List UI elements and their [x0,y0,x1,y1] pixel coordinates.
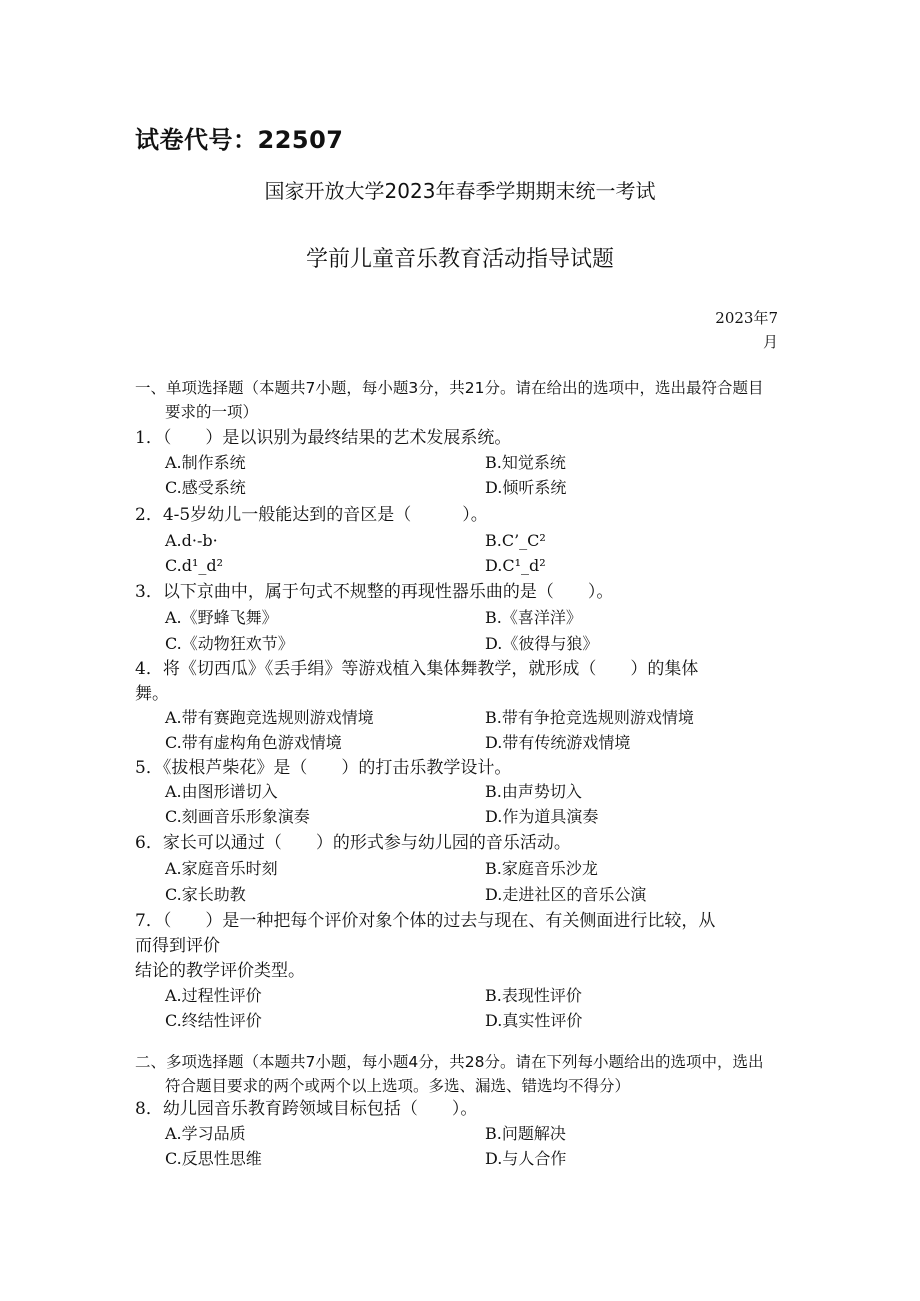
option-c[interactable]: C.《动物狂欢节》 [165,634,294,653]
option-c[interactable]: C.d¹_d² [165,556,224,575]
option-a[interactable]: A.家庭音乐时刻 [165,859,278,878]
section-heading-single-choice [135,376,785,424]
option-d[interactable]: D.真实性评价 [485,1011,583,1030]
question-stem-continuation: 结论的教学评价类型。 [135,961,305,981]
option-a[interactable]: A.学习品质 [165,1124,246,1143]
option-a[interactable]: A.《野蜂飞舞》 [165,608,278,627]
exam-date-line2: 月 [762,333,778,351]
option-a[interactable]: A.过程性评价 [165,986,262,1005]
section-heading-line: 一、单项选择题（本题共7小题，每小题3分，共21分。请在给出的选项中，选出最符合题目 [135,379,764,397]
option-c[interactable]: C.感受系统 [165,478,246,497]
exam-date-line1: 2023年7 [715,309,778,327]
option-b[interactable]: B.知觉系统 [485,453,566,472]
question-stem: 5．《拔根芦柴花》是（ ）的打击乐教学设计。 [135,758,512,778]
option-b[interactable]: B.《喜洋洋》 [485,608,582,627]
section-heading-line: 二、多项选择题（本题共7小题，每小题4分，共28分。请在下列每小题给出的选项中，选出 [135,1053,764,1071]
section-heading-line: 符合题目要求的两个或两个以上选项。多选、漏选、错选均不得分） [165,1077,631,1095]
paper-code: 试卷代号：22507 [135,126,344,154]
question-stem: 4．将《切西瓜》《丢手绢》等游戏植入集体舞教学，就形成（ ）的集体 [135,659,699,679]
option-a[interactable]: A.d·-b· [165,531,218,550]
option-d[interactable]: D.带有传统游戏情境 [485,733,631,752]
option-c[interactable]: C.家长助教 [165,885,246,904]
option-c[interactable]: C.反思性思维 [165,1149,262,1168]
question-stem: 3．以下京曲中，属于句式不规整的再现性器乐曲的是（ ）。 [135,582,614,602]
option-b[interactable]: B.由声势切入 [485,782,582,801]
exam-name: 国家开放大学2023年春季学期期末统一考试 [264,179,656,203]
option-a[interactable]: A.制作系统 [165,453,246,472]
option-b[interactable]: B.问题解决 [485,1124,566,1143]
option-d[interactable]: D.C¹_d² [485,556,546,575]
option-b[interactable]: B.家庭音乐沙龙 [485,859,598,878]
section-heading-line: 要求的一项） [165,403,259,421]
question-stem: 7．（ ）是一种把每个评价对象个体的过去与现在、有关侧面进行比较，从 [135,911,716,931]
option-c[interactable]: C.带有虚构角色游戏情境 [165,733,342,752]
option-b[interactable]: B.C’_C² [485,531,546,550]
option-c[interactable]: C.终结性评价 [165,1011,262,1030]
option-a[interactable]: A.由图形谱切入 [165,782,278,801]
option-d[interactable]: D.走进社区的音乐公演 [485,885,647,904]
question-stem-continuation: 而得到评价 [135,936,220,956]
section-heading-multiple-choice [135,1050,785,1098]
question-stem: 6．家长可以通过（ ）的形式参与幼儿园的音乐活动。 [135,833,571,853]
option-d[interactable]: D.与人合作 [485,1149,567,1168]
question-stem: 1．（ ）是以识别为最终结果的艺术发展系统。 [135,428,512,448]
question-stem-continuation: 舞。 [135,684,169,704]
question-stem: 2．4-5岁幼儿一般能达到的音区是（ ）。 [135,505,488,525]
option-d[interactable]: D.《彼得与狼》 [485,634,599,653]
option-b[interactable]: B.带有争抢竞选规则游戏情境 [485,708,694,727]
option-a[interactable]: A.带有赛跑竞选规则游戏情境 [165,708,374,727]
option-d[interactable]: D.倾听系统 [485,478,567,497]
paper-title: 学前儿童音乐教育活动指导试题 [305,247,614,272]
option-c[interactable]: C.刻画音乐形象演奏 [165,807,310,826]
option-b[interactable]: B.表现性评价 [485,986,582,1005]
option-d[interactable]: D.作为道具演奏 [485,807,599,826]
question-stem: 8．幼儿园音乐教育跨领域目标包括（ ）。 [135,1099,478,1119]
